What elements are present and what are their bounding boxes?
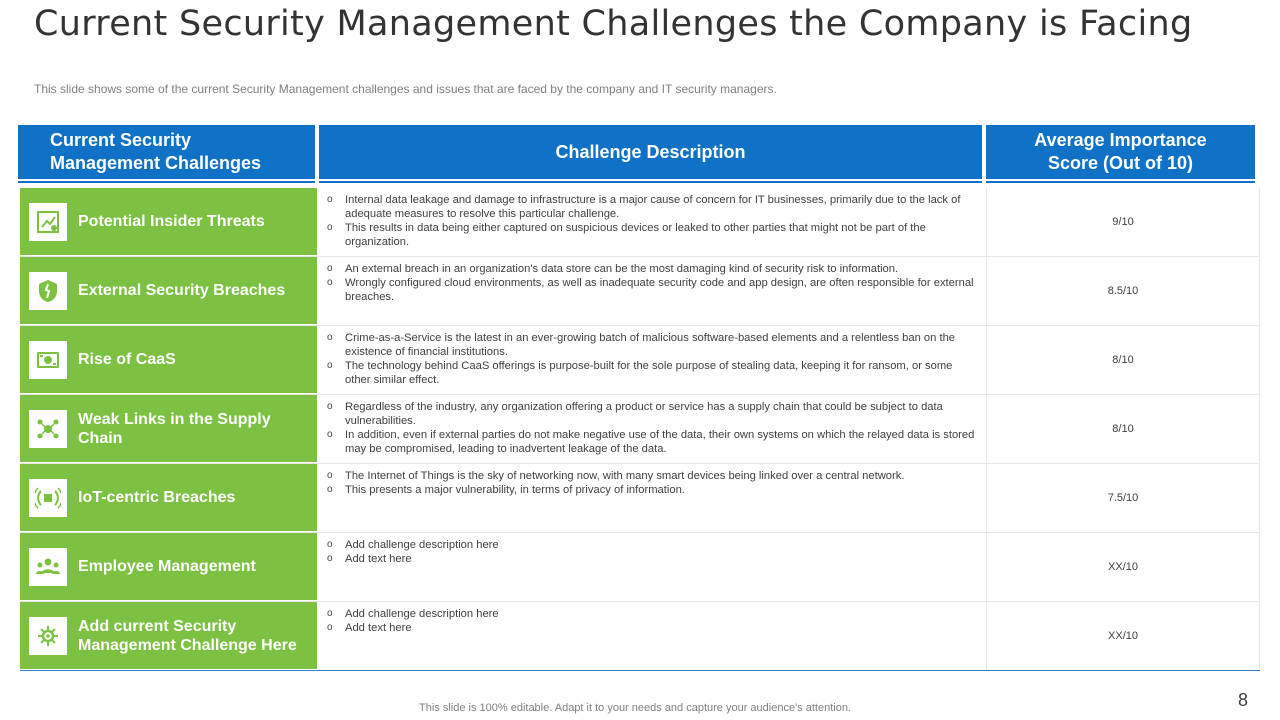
challenge-cell [20, 533, 317, 601]
table-row [20, 326, 1260, 395]
challenge-label: IoT-centric Breaches [78, 489, 236, 506]
table-row [20, 188, 1260, 257]
description-bullet: o Add text here [327, 621, 978, 635]
description-bullet: o Add text here [327, 552, 978, 566]
breach-shield-icon [29, 272, 67, 310]
slide-subtitle: This slide shows some of the current Security Management challenges and issues that are faced by the company and IT security managers. [34, 82, 777, 96]
score-cell: 8/10 [987, 395, 1260, 463]
challenge-cell [20, 257, 317, 325]
challenge-cell [20, 464, 317, 532]
employees-icon [29, 548, 67, 586]
description-cell [317, 533, 987, 601]
table-row [20, 533, 1260, 602]
table-row [20, 464, 1260, 533]
description-bullet: o Crime-as-a-Service is the latest in an ever-growing batch of malicious software-based elements and a relentless ban on the existence of financial institutions. [327, 331, 978, 359]
page-number: 8 [1237, 690, 1248, 710]
header-score [986, 125, 1255, 181]
description-bullet: o The Internet of Things is the sky of networking now, with many smart devices being linked over a central network. [327, 469, 978, 483]
description-cell [317, 464, 987, 532]
description-bullet: o An external breach in an organization's data store can be the most damaging kind of security risk to information. [327, 262, 978, 276]
supply-chain-icon [29, 410, 67, 448]
description-cell [317, 188, 987, 256]
description-bullet: o This presents a major vulnerability, in terms of privacy of information. [327, 483, 978, 497]
description-cell [317, 602, 987, 670]
challenge-table [20, 188, 1260, 671]
score-cell: 9/10 [987, 188, 1260, 256]
header-score-label: Average Importance Score (Out of 10) [1034, 130, 1207, 173]
score-cell: 8.5/10 [987, 257, 1260, 325]
challenge-label: Add current Security Management Challenge Here [78, 617, 297, 654]
iot-icon [29, 479, 67, 517]
description-bullet: o This results in data being either captured on suspicious devices or leaked to other parties that might not be part of the organization. [327, 221, 978, 249]
description-cell [317, 395, 987, 463]
table-row [20, 257, 1260, 326]
table-row [20, 395, 1260, 464]
challenge-cell [20, 395, 317, 463]
slide-footer: This slide is 100% editable. Adapt it to your needs and capture your audience's attention. [419, 702, 851, 714]
challenge-cell [20, 602, 317, 670]
description-bullet: o In addition, even if external parties do not make negative use of the data, their own systems on which the relayed data is stored may be compromised, leading to inadvertent leakage of the data. [327, 428, 978, 456]
description-bullet: o Wrongly configured cloud environments, as well as inadequate security code and app design, are often responsible for external breaches. [327, 276, 978, 304]
description-bullet: o Internal data leakage and damage to infrastructure is a major cause of concern for IT businesses, primarily due to the lack of adequate measures to resolve this particular challenge. [327, 193, 978, 221]
score-cell: 8/10 [987, 326, 1260, 394]
challenge-label: Employee Management [78, 558, 256, 575]
score-cell: 7.5/10 [987, 464, 1260, 532]
challenge-label: External Security Breaches [78, 282, 286, 299]
description-cell [317, 326, 987, 394]
description-cell [317, 257, 987, 325]
description-bullet: o Add challenge description here [327, 607, 978, 621]
description-bullet: o The technology behind CaaS offerings is purpose-built for the sole purpose of stealing data, keeping it for ransom, or some other similar effect. [327, 359, 978, 387]
description-bullet: o Add challenge description here [327, 538, 978, 552]
description-bullet: o Regardless of the industry, any organization offering a product or service has a supply chain that could be subject to data vulnerabilities. [327, 400, 978, 428]
header-challenge [18, 125, 315, 181]
caas-icon [29, 341, 67, 379]
network-gear-icon [29, 617, 67, 655]
score-cell: XX/10 [987, 533, 1260, 601]
slide-title: Current Security Management Challenges the Company is Facing [34, 4, 1193, 44]
challenge-cell [20, 188, 317, 256]
challenge-label: Weak Links in the Supply Chain [78, 410, 271, 447]
table-row [20, 602, 1260, 671]
challenge-cell [20, 326, 317, 394]
challenge-label: Potential Insider Threats [78, 213, 265, 230]
header-description [319, 125, 982, 181]
challenge-label: Rise of CaaS [78, 351, 176, 368]
header-challenge-label: Current Security Management Challenges [50, 130, 262, 173]
insider-threat-icon [29, 203, 67, 241]
header-description-label: Challenge Description [555, 141, 746, 162]
score-cell: XX/10 [987, 602, 1260, 670]
